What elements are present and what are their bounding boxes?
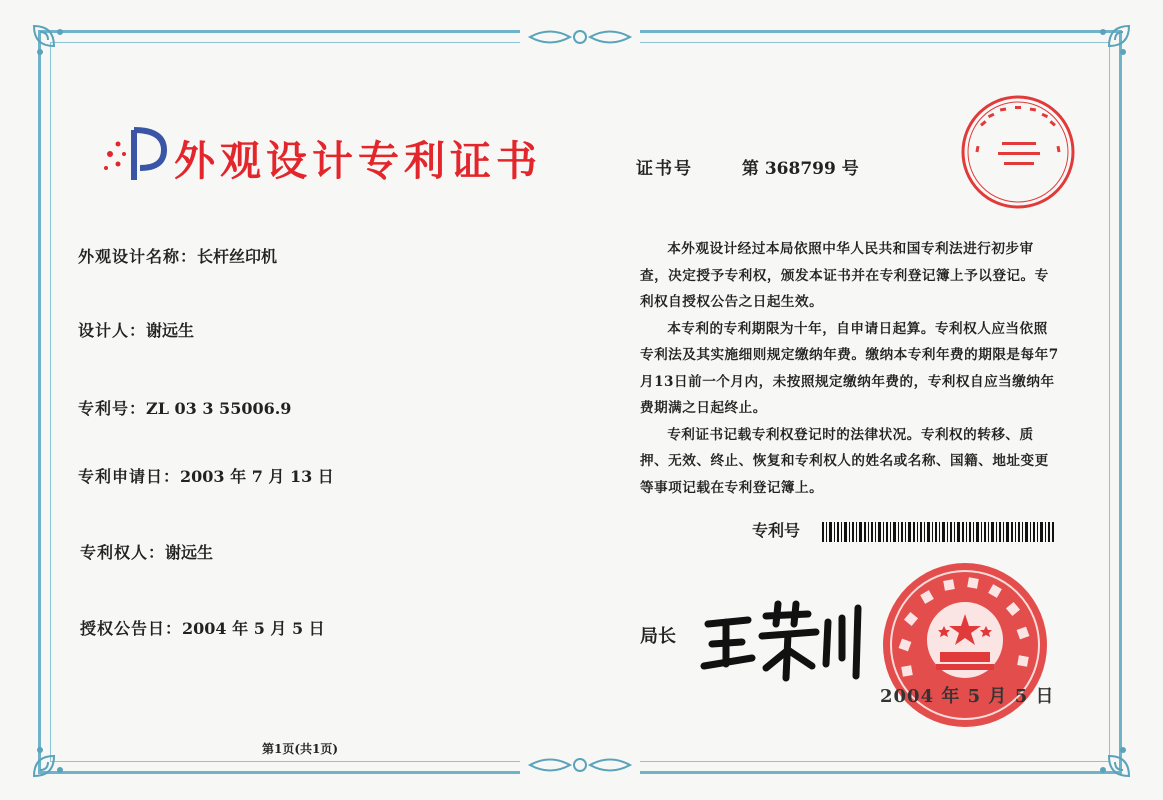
certificate-body-text xyxy=(640,236,1060,501)
corner-ornament-bottom-right xyxy=(1087,734,1133,780)
corner-ornament-top-left xyxy=(30,22,76,68)
agency-stamp-seal xyxy=(958,92,1078,212)
field-value: 谢远生 xyxy=(146,321,195,340)
field-value: 长杆丝印机 xyxy=(197,247,278,266)
director-label: 局长 xyxy=(640,626,676,647)
field-design-name xyxy=(78,244,277,267)
body-paragraph: 本专利的专利期限为十年，自申请日起算。专利权人应当依照专利法及其实施细则规定缴纳年费。缴纳本专利年费的期限是每年7月13日前一个月内，未按照规定缴纳年费的，专利权自应当缴纳年费期满之日起终止。 xyxy=(640,320,1059,416)
page-indicator: 第1页(共1页) xyxy=(262,742,339,756)
patent-barcode xyxy=(822,522,1054,542)
field-label: 设计人： xyxy=(78,321,147,340)
field-value: 2003 年 7 月 13 日 xyxy=(180,467,334,486)
field-label: 专利申请日： xyxy=(78,467,181,486)
field-value: 谢远生 xyxy=(165,543,214,562)
body-paragraph: 本外观设计经过本局依照中华人民共和国专利法进行初步审查，决定授予专利权，颁发本证书并在专利登记簿上予以登记。专利权自授权公告之日起生效。 xyxy=(640,241,1049,310)
field-announcement-date xyxy=(80,616,325,639)
corner-ornament-top-right xyxy=(1087,22,1133,68)
field-designer xyxy=(78,318,194,341)
field-label: 授权公告日： xyxy=(80,619,183,638)
certificate-number-row xyxy=(636,154,859,179)
field-patent-number xyxy=(78,396,291,419)
patent-office-logo xyxy=(100,124,170,184)
body-paragraph: 专利证书记载专利权登记时的法律状况。专利权的转移、质押、无效、终止、恢复和专利权人的姓名或名称、国籍、地址变更等事项记载在专利登记簿上。 xyxy=(640,426,1049,496)
field-patentee xyxy=(80,540,213,563)
seal-date: 2004 年 5 月 5 日 xyxy=(880,686,1055,707)
director-signature xyxy=(696,594,866,684)
certificate-number-value: 第 368799 号 xyxy=(741,159,859,179)
field-value: 2004 年 5 月 5 日 xyxy=(182,619,325,638)
bottom-center-ornament xyxy=(520,754,640,776)
field-label: 专利权人： xyxy=(80,543,166,562)
certificate-title: 外观设计专利证书 xyxy=(174,137,542,185)
field-label: 外观设计名称： xyxy=(78,247,198,266)
field-value: ZL 03 3 55006.9 xyxy=(146,399,292,418)
certificate-number-label: 证书号 xyxy=(636,159,693,179)
field-label: 专利号： xyxy=(78,399,147,418)
corner-ornament-bottom-left xyxy=(30,734,76,780)
field-application-date xyxy=(78,464,334,487)
top-center-ornament xyxy=(520,26,640,48)
barcode-label: 专利号 xyxy=(752,521,801,540)
